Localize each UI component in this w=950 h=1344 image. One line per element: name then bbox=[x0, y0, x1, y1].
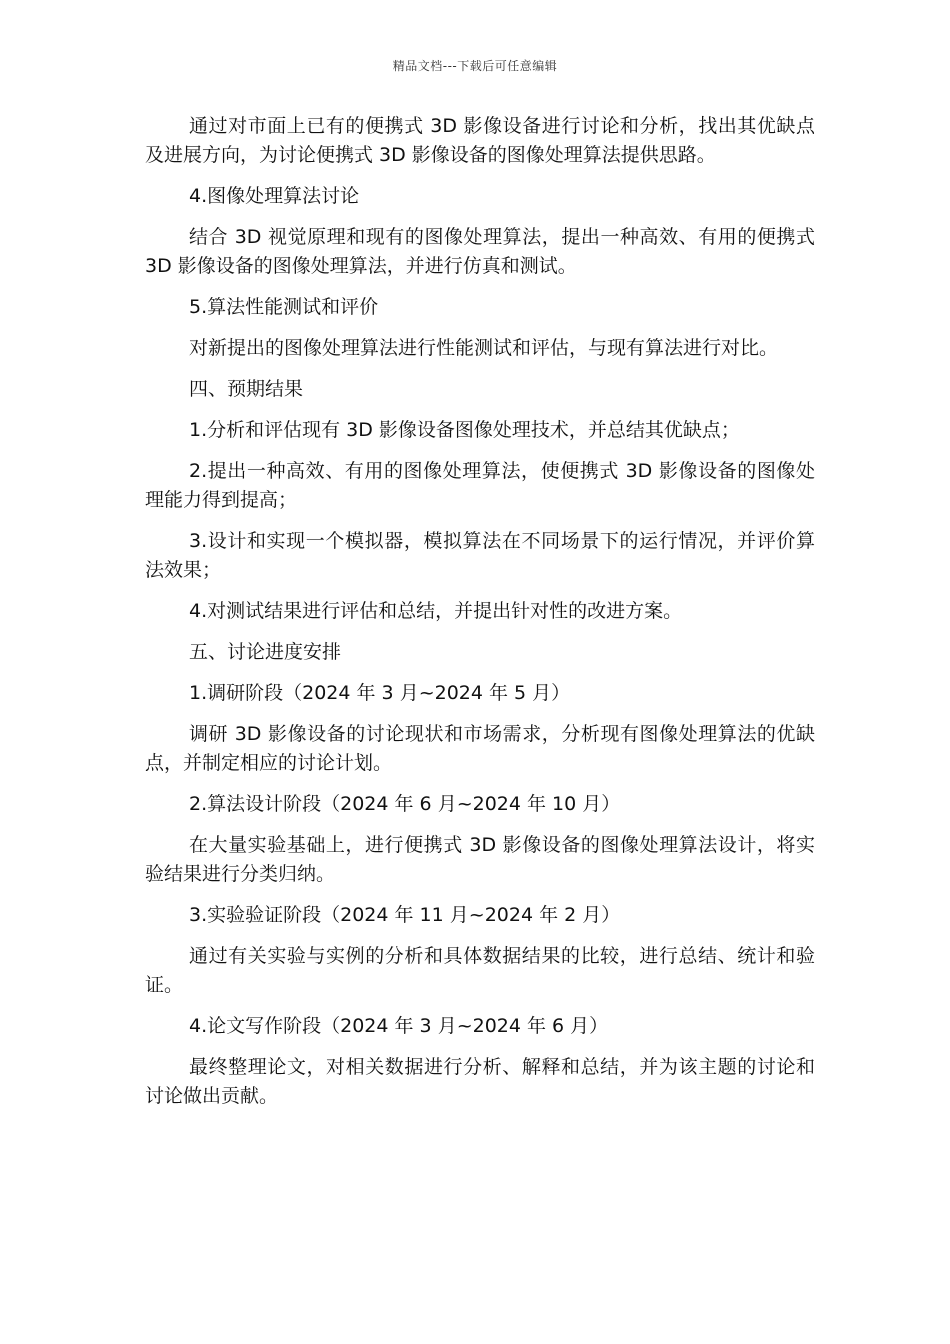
paragraph-phase-validation: 通过有关实验与实例的分析和具体数据结果的比较，进行总结、统计和验证。 bbox=[145, 945, 815, 996]
heading-expected-results: 四、预期结果 bbox=[189, 378, 304, 400]
heading-performance-testing: 5.算法性能测试和评价 bbox=[189, 296, 379, 318]
paragraph-intro: 通过对市面上已有的便携式 3D 影像设备进行讨论和分析，找出其优缺点及进展方向，为讨论便携式 3D 影像设备的图像处理算法提供思路。 bbox=[145, 115, 815, 166]
page-header: 精品文档---下载后可任意编辑 bbox=[392, 59, 558, 73]
list-item-result-2: 2.提出一种高效、有用的图像处理算法，使便携式 3D 影像设备的图像处理能力得到提高； bbox=[145, 460, 815, 511]
paragraph-algorithm-discussion: 结合 3D 视觉原理和现有的图像处理算法，提出一种高效、有用的便携式 3D 影像设备的图像处理算法，并进行仿真和测试。 bbox=[145, 226, 815, 277]
heading-algorithm-discussion: 4.图像处理算法讨论 bbox=[189, 185, 360, 207]
paragraph-phase-writing: 最终整理论文，对相关数据进行分析、解释和总结，并为该主题的讨论和讨论做出贡献。 bbox=[145, 1056, 815, 1107]
heading-phase-writing: 4.论文写作阶段（2024 年 3 月~2024 年 6 月） bbox=[189, 1015, 609, 1037]
list-item-result-1: 1.分析和评估现有 3D 影像设备图像处理技术，并总结其优缺点； bbox=[189, 419, 740, 441]
list-item-result-4: 4.对测试结果进行评估和总结，并提出针对性的改进方案。 bbox=[189, 600, 683, 622]
list-item-result-3: 3.设计和实现一个模拟器，模拟算法在不同场景下的运行情况，并评价算法效果； bbox=[145, 530, 815, 581]
paragraph-performance-testing: 对新提出的图像处理算法进行性能测试和评估，与现有算法进行对比。 bbox=[189, 337, 779, 359]
heading-phase-research: 1.调研阶段（2024 年 3 月~2024 年 5 月） bbox=[189, 682, 571, 704]
paragraph-phase-research: 调研 3D 影像设备的讨论现状和市场需求，分析现有图像处理算法的优缺点，并制定相应的讨论计划。 bbox=[145, 723, 815, 774]
document-body bbox=[145, 112, 815, 1123]
heading-phase-design: 2.算法设计阶段（2024 年 6 月~2024 年 10 月） bbox=[189, 793, 621, 815]
heading-phase-validation: 3.实验验证阶段（2024 年 11 月~2024 年 2 月） bbox=[189, 904, 621, 926]
paragraph-phase-design: 在大量实验基础上，进行便携式 3D 影像设备的图像处理算法设计，将实验结果进行分类归纳。 bbox=[145, 834, 815, 885]
heading-schedule: 五、讨论进度安排 bbox=[189, 641, 342, 663]
